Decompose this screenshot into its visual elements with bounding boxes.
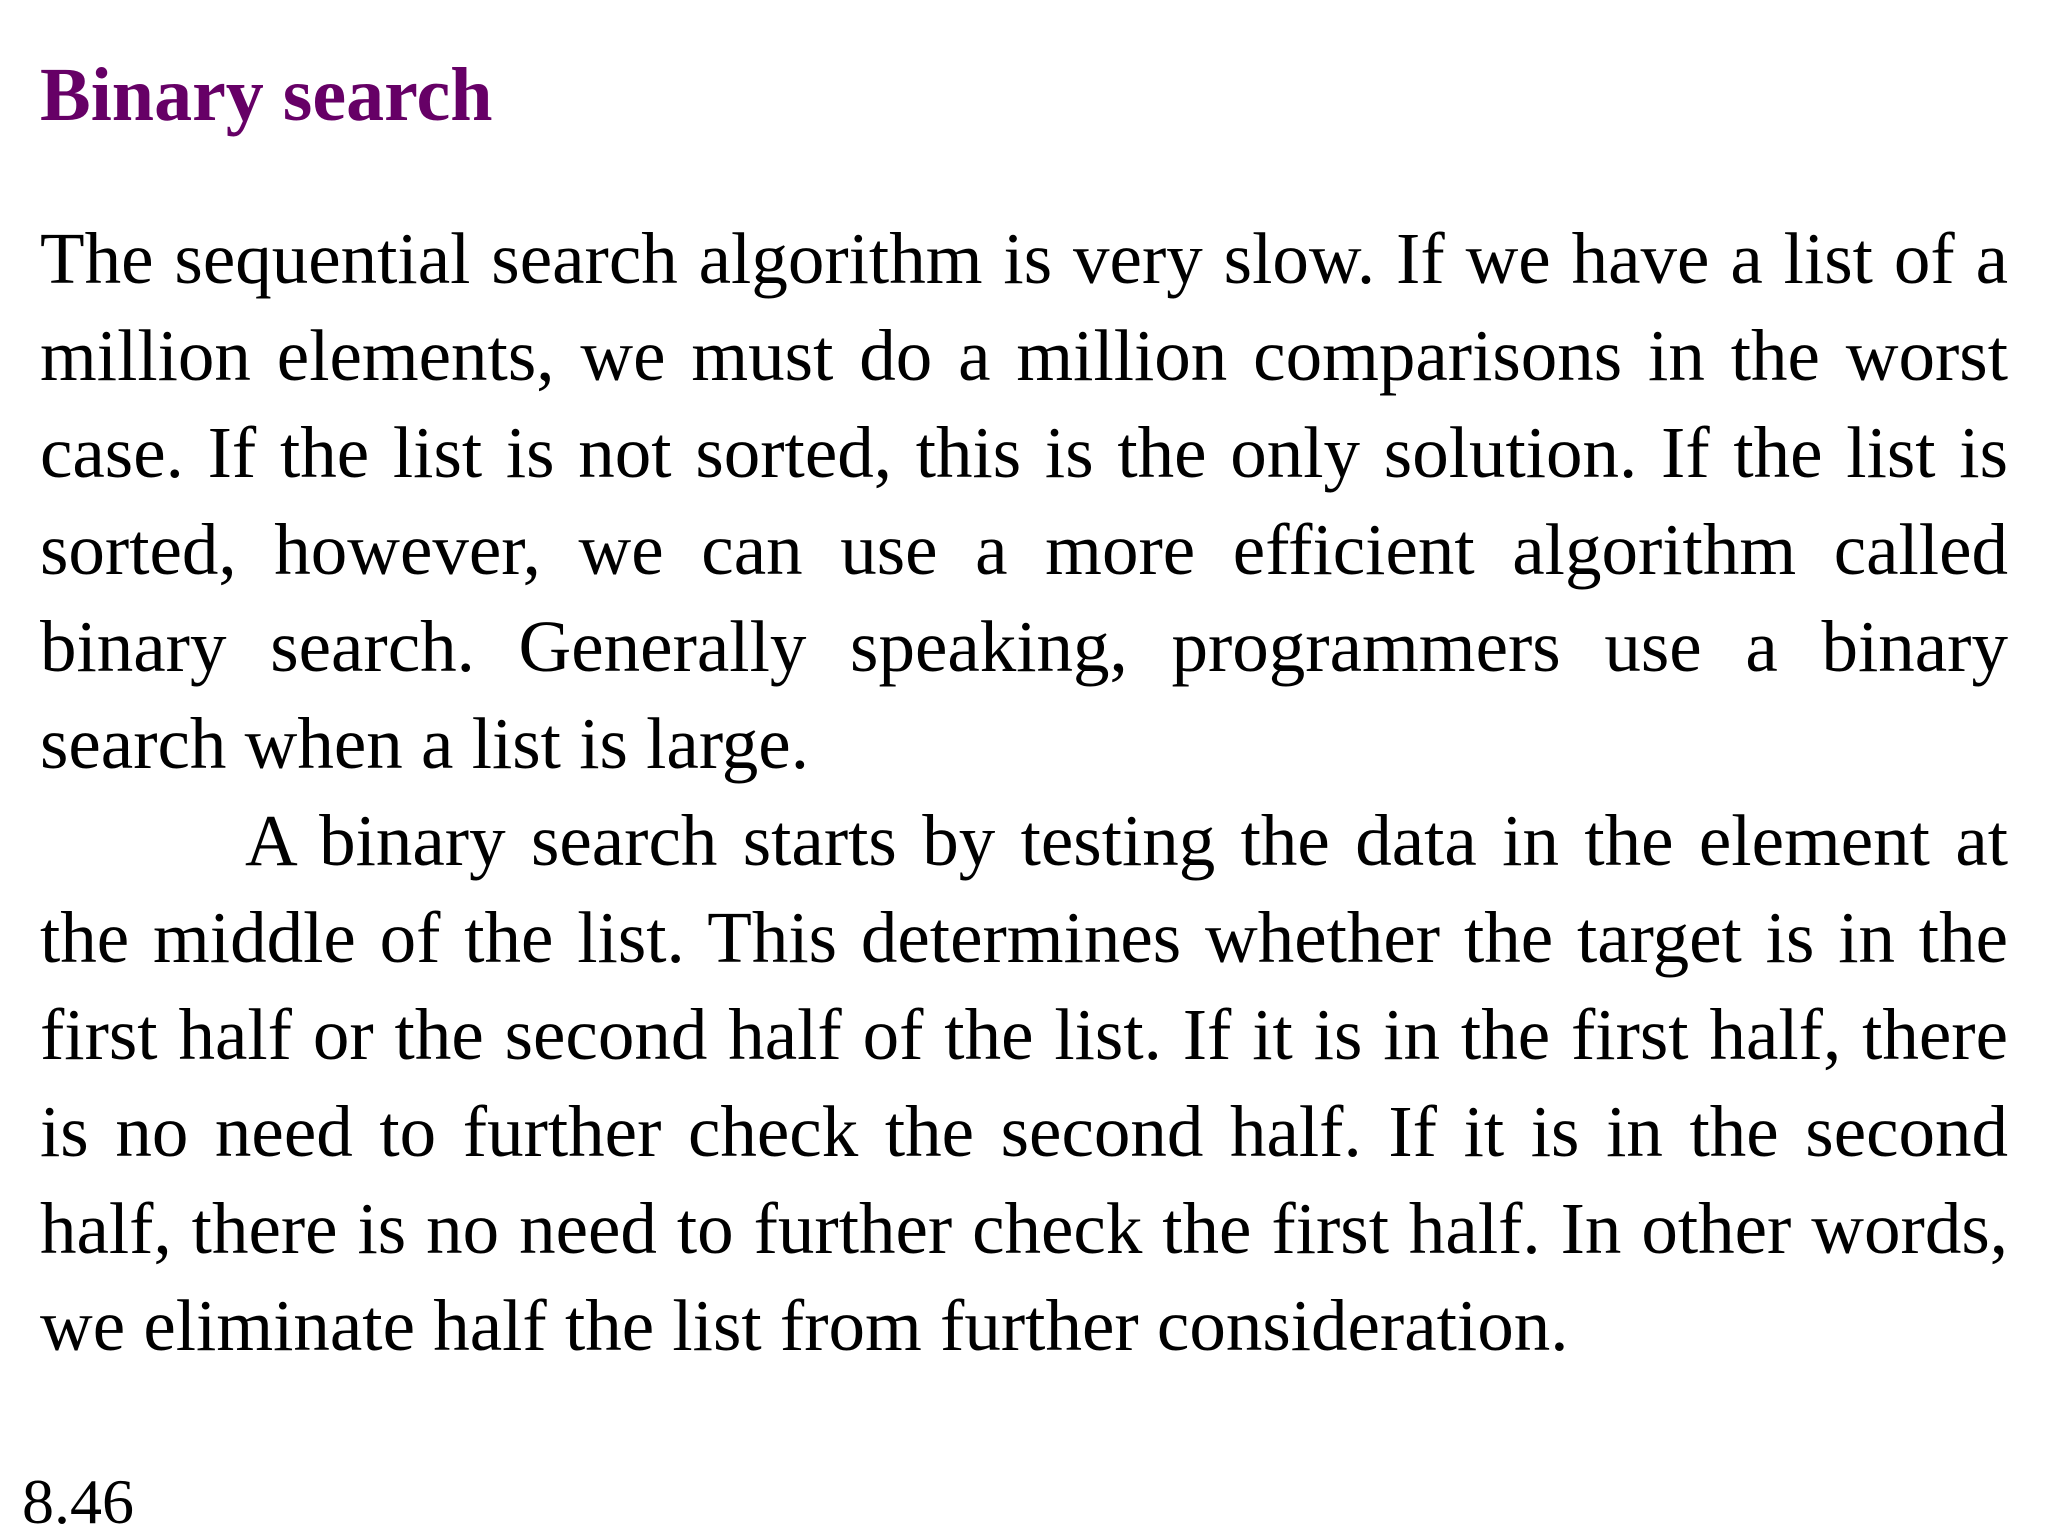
slide-title: Binary search xyxy=(40,53,493,137)
page-number: 8.46 xyxy=(22,1466,134,1537)
slide-body xyxy=(40,210,2008,1374)
paragraph-sequential-search: The sequential search algorithm is very slow. If we have a list of a million elements, we must do a million comparisons in the worst case. If the list is not sorted, this is the only solution. If the list is sorted, however, we can use a more efficient algorithm called binary search. Generally speaking, programmers use a binary search when a list is large. xyxy=(40,218,2008,784)
paragraph-binary-search: A binary search starts by testing the data in the element at the middle of the list. This determines whether the target is in the first half or the second half of the list. If it is in the first half, there is no need to further check the second half. If it is in the second half, there is no need to further check the first half. In other words, we eliminate half the list from further consideration. xyxy=(40,800,2008,1366)
